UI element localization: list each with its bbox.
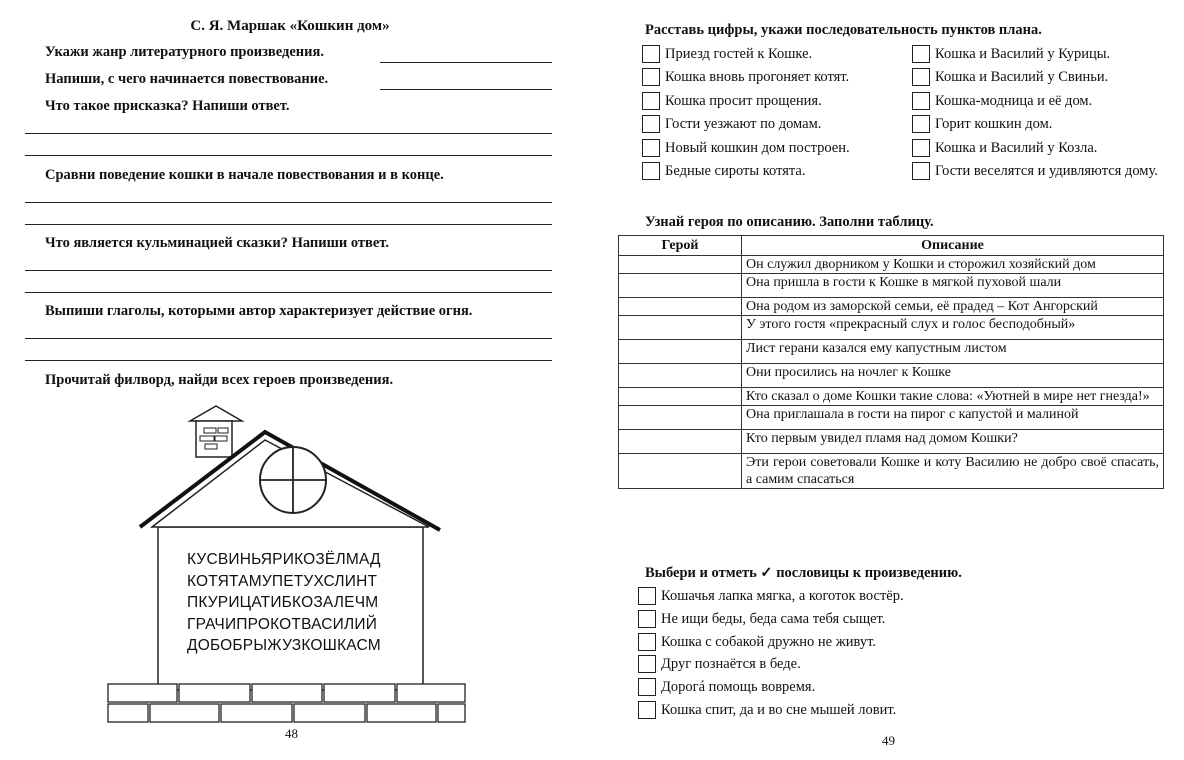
proverb-item[interactable]: Кошка спит, да и во сне мышей ловит. (638, 701, 904, 719)
number-box[interactable] (912, 115, 930, 133)
hero-cell[interactable] (619, 454, 742, 489)
checkbox[interactable] (638, 655, 656, 673)
number-box[interactable] (642, 115, 660, 133)
question-compare: Сравни поведение кошки в начале повествования и в конце. (45, 167, 444, 183)
plan-item[interactable]: Кошка-модница и её дом. (912, 92, 1160, 110)
plan-item[interactable]: Горит кошкин дом. (912, 115, 1160, 133)
table-row (619, 430, 1164, 454)
column-header-hero: Герой (619, 236, 742, 256)
question-prisk: Что такое присказка? Напиши ответ. (45, 98, 290, 114)
hero-cell[interactable] (619, 256, 742, 274)
proverb-item[interactable]: Кошачья лапка мягка, а коготок востёр. (638, 587, 904, 605)
question-beginning: Напиши, с чего начинается повествование. (45, 71, 329, 87)
fillword-row: ПКУРИЦАТИБКОЗАЛЕЧМ (187, 594, 379, 611)
proverb-item[interactable]: Кошка с собакой дружно не живут. (638, 633, 904, 651)
hero-cell[interactable] (619, 406, 742, 430)
table-row (619, 298, 1164, 316)
plan-item[interactable]: Кошка вновь прогоняет котят. (642, 68, 850, 86)
number-box[interactable] (912, 68, 930, 86)
description-cell: Она пришла в гости к Кошке в мягкой пуховой шали (742, 274, 1164, 298)
plan-item[interactable]: Кошка и Василий у Курицы. (912, 45, 1160, 63)
plan-item[interactable]: Приезд гостей к Кошке. (642, 45, 850, 63)
page-number: 49 (882, 733, 895, 748)
hero-cell[interactable] (619, 430, 742, 454)
plan-item[interactable]: Кошка и Василий у Козла. (912, 139, 1160, 157)
table-row (619, 256, 1164, 274)
question-verbs: Выпиши глаголы, которыми автор характеризует действие огня. (45, 303, 473, 319)
description-cell: Она родом из заморской семьи, её прадед – Кот Ангорский (742, 298, 1164, 316)
hero-cell[interactable] (619, 298, 742, 316)
description-cell: Она приглашала в гости на пирог с капустой и малиной (742, 406, 1164, 430)
checkmark-icon: ✓ (760, 565, 773, 581)
number-box[interactable] (642, 92, 660, 110)
checkbox[interactable] (638, 701, 656, 719)
column-header-description: Описание (742, 236, 1164, 256)
plan-item[interactable]: Новый кошкин дом построен. (642, 139, 850, 157)
hero-cell[interactable] (619, 388, 742, 406)
checkbox[interactable] (638, 610, 656, 628)
plan-item[interactable]: Гости уезжают по домам. (642, 115, 850, 133)
table-title: Узнай героя по описанию. Заполни таблицу. (645, 214, 934, 230)
fillword-grid (187, 549, 381, 657)
number-box[interactable] (642, 45, 660, 63)
plan-item[interactable]: Кошка просит прощения. (642, 92, 850, 110)
plan-item[interactable]: Кошка и Василий у Свиньи. (912, 68, 1160, 86)
fillword-row: ГРАЧИПРОКОТВАСИЛИЙ (187, 615, 378, 633)
page-number: 48 (285, 726, 298, 741)
proverb-item[interactable]: Друг познаётся в беде. (638, 655, 904, 673)
number-box[interactable] (912, 45, 930, 63)
table-row (619, 340, 1164, 364)
plan-list-right (912, 45, 1160, 188)
description-cell: Они просились на ночлег к Кошке (742, 364, 1164, 388)
fillword-row: КУСВИНЬЯРИКОЗЁЛМАД (187, 551, 381, 568)
question-climax: Что является кульминацией сказки? Напиши ответ. (45, 235, 389, 251)
plan-title: Расставь цифры, укажи последовательность пунктов плана. (645, 22, 1042, 38)
number-box[interactable] (912, 92, 930, 110)
heroes-table (618, 235, 1164, 489)
description-cell: Кто сказал о доме Кошки такие слова: «Уютней в мире нет гнезда!» (742, 388, 1164, 406)
checkbox[interactable] (638, 587, 656, 605)
hero-cell[interactable] (619, 364, 742, 388)
question-fillword: Прочитай филворд, найди всех героев произведения. (45, 372, 394, 388)
hero-cell[interactable] (619, 340, 742, 364)
right-page (592, 0, 1184, 760)
number-box[interactable] (912, 162, 930, 180)
fillword-row: КОТЯТАМУПЕТУХСЛИНТ (187, 572, 378, 590)
number-box[interactable] (642, 68, 660, 86)
plan-item[interactable]: Бедные сироты котята. (642, 162, 850, 180)
table-row (619, 454, 1164, 489)
table-row (619, 316, 1164, 340)
question-genre: Укажи жанр литературного произведения. (45, 44, 324, 60)
checkbox[interactable] (638, 633, 656, 651)
proverbs-title: Выбери и отметь ✓ пословицы к произведению. (645, 565, 962, 581)
table-row (619, 388, 1164, 406)
hero-cell[interactable] (619, 274, 742, 298)
table-row (619, 274, 1164, 298)
table-row (619, 406, 1164, 430)
checkbox[interactable] (638, 678, 656, 696)
fillword-row: ДОБОБРЫЖУЗКОШКАСМ (187, 637, 381, 654)
plan-item[interactable]: Гости веселятся и удивляются дому. (912, 162, 1160, 183)
hero-cell[interactable] (619, 316, 742, 340)
table-row (619, 364, 1164, 388)
proverbs-list (638, 587, 904, 724)
number-box[interactable] (642, 139, 660, 157)
description-cell: У этого гостя «прекрасный слух и голос бесподобный» (742, 316, 1164, 340)
page-title: С. Я. Маршак «Кошкин дом» (190, 18, 390, 34)
number-box[interactable] (912, 139, 930, 157)
description-cell: Лист герани казался ему капустным листом (742, 340, 1164, 364)
proverb-item[interactable]: Не ищи беды, беда сама тебя сыщет. (638, 610, 904, 628)
number-box[interactable] (642, 162, 660, 180)
plan-list-left (642, 45, 850, 185)
description-cell: Кто первым увидел пламя над домом Кошки? (742, 430, 1164, 454)
description-cell: Эти герои советовали Кошке и коту Василию не добро своё спасать, а самим спасаться (742, 454, 1164, 489)
proverb-item[interactable]: Дорогá помощь вовремя. (638, 678, 904, 696)
description-cell: Он служил дворником у Кошки и сторожил хозяйский дом (742, 256, 1164, 274)
